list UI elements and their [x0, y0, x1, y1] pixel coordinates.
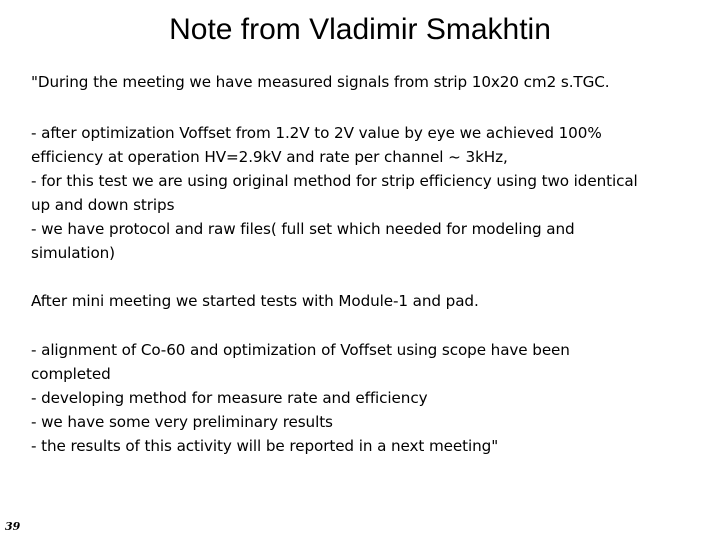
text-line: - we have some very preliminary results	[31, 413, 333, 431]
text-line: - after optimization Voffset from 1.2V to 2V value by eye we achieved 100%	[31, 124, 602, 142]
text-line: simulation)	[31, 244, 115, 262]
module-tests-paragraph	[31, 338, 696, 458]
text-line: up and down strips	[31, 196, 175, 214]
text-line: completed	[31, 365, 111, 383]
text-line: - for this test we are using original method for strip efficiency using two identical	[31, 172, 638, 190]
text-line: "During the meeting we have measured signals from strip 10x20 cm2 s.TGC.	[31, 73, 610, 91]
text-line: After mini meeting we started tests with Module-1 and pad.	[31, 292, 479, 310]
text-line: - we have protocol and raw files( full set which needed for modeling and	[31, 220, 575, 238]
text-line: - the results of this activity will be reported in a next meeting"	[31, 437, 499, 455]
quote-intro-paragraph	[31, 70, 696, 94]
mini-meeting-paragraph	[31, 289, 696, 313]
slide-title: Note from Vladimir Smakhtin	[169, 13, 551, 46]
text-line: - alignment of Co-60 and optimization of Voffset using scope have been	[31, 341, 570, 359]
slide-number: 39	[5, 520, 21, 533]
text-line: - developing method for measure rate and efficiency	[31, 389, 428, 407]
strip-test-paragraph	[31, 121, 696, 265]
text-line: efficiency at operation HV=2.9kV and rate per channel ~ 3kHz,	[31, 148, 508, 166]
